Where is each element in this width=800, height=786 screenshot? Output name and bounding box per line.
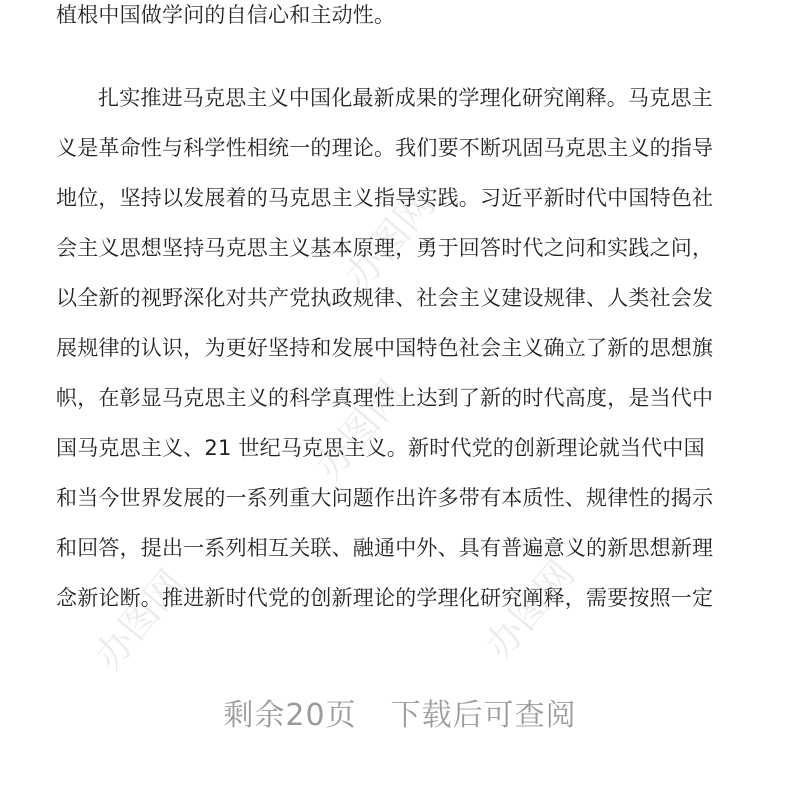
watermark: 办图网 xyxy=(86,561,194,678)
text-line: 义是革命性与科学性相统一的理论。我们要不断巩固马克思主义的指导 xyxy=(56,136,714,160)
text-line: 念新论断。推进新时代党的创新理论的学理化研究阐释，需要按照一定 xyxy=(56,586,714,610)
download-prompt-label[interactable]: 下载后可查阅 xyxy=(390,698,577,733)
watermark: 办图网 xyxy=(336,181,444,298)
watermark: 办图网 xyxy=(476,551,584,668)
text-line: 帜，在彰显马克思主义的科学真理性上达到了新的时代高度，是当代中 xyxy=(56,386,714,410)
remaining-pages-label: 剩余20页 xyxy=(223,698,357,733)
paragraph-first-line: 扎实推进马克思主义中国化最新成果的学理化研究阐释。马克思主 xyxy=(98,86,713,110)
text-line: 地位，坚持以发展着的马克思主义指导实践。习近平新时代中国特色社 xyxy=(56,186,714,210)
watermark: 办图网 xyxy=(306,371,414,488)
download-to-read-more-prompt[interactable] xyxy=(0,690,800,734)
text-line: 和回答，提出一系列相互关联、融通中外、具有普遍意义的新思想新理 xyxy=(56,536,714,560)
text-line: 国马克思主义、21 世纪马克思主义。新时代党的创新理论就当代中国 xyxy=(56,436,705,460)
text-line: 植根中国做学问的自信心和主动性。 xyxy=(56,3,396,27)
text-line: 展规律的认识，为更好坚持和发展中国特色社会主义确立了新的思想旗 xyxy=(56,336,714,360)
text-line: 和当今世界发展的一系列重大问题作出许多带有本质性、规律性的揭示 xyxy=(56,486,714,510)
text-line: 以全新的视野深化对共产党执政规律、社会主义建设规律、人类社会发 xyxy=(56,286,714,310)
text-line: 会主义思想坚持马克思主义基本原理，勇于回答时代之问和实践之问， xyxy=(56,236,714,260)
